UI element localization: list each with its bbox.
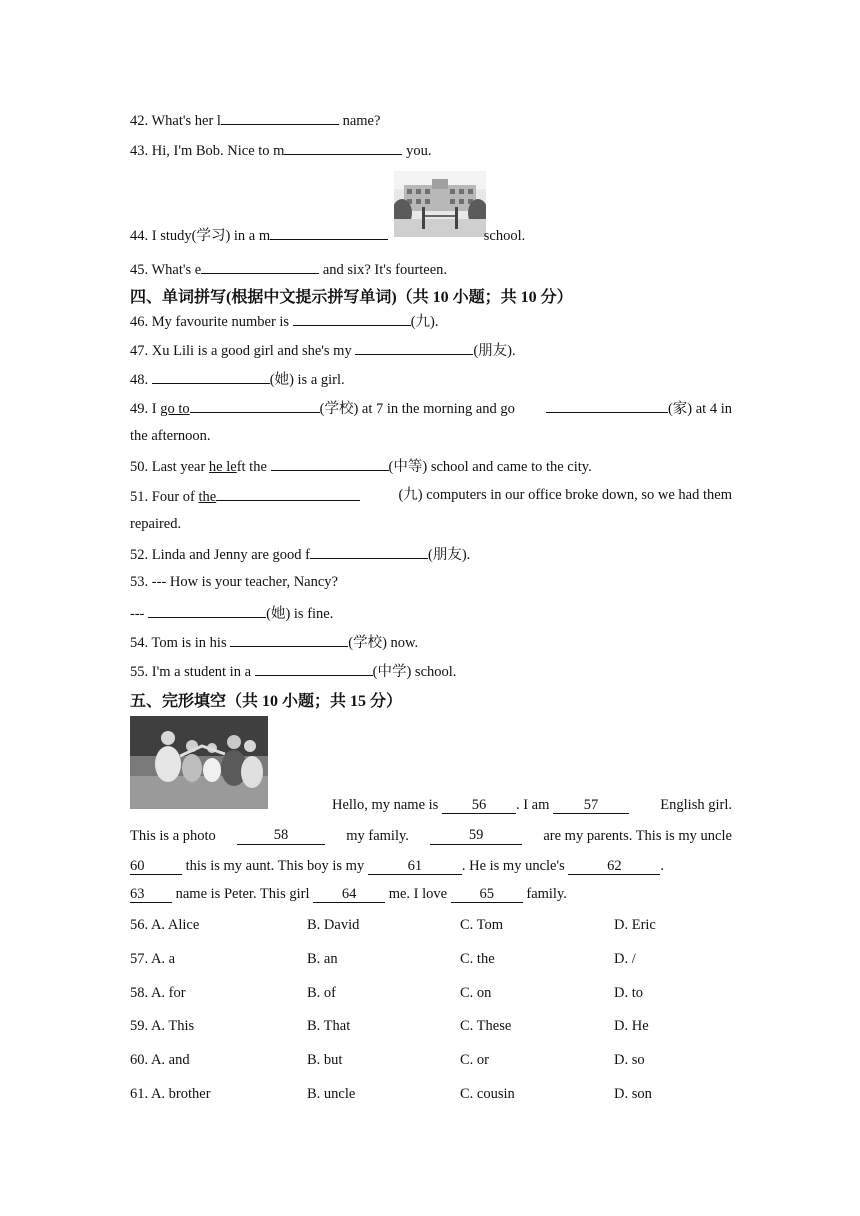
blank-65[interactable]: 65: [451, 886, 523, 903]
question-text: school.: [480, 228, 526, 244]
blank-64[interactable]: 64: [313, 886, 385, 903]
passage-text: This is a photo: [130, 828, 216, 844]
question-text: 52. Linda and Jenny are good f: [130, 547, 310, 563]
question-49-cont: the afternoon.: [130, 428, 211, 444]
option-60-a[interactable]: 60. A. and: [130, 1052, 190, 1068]
question-55: [130, 661, 456, 681]
answer-blank[interactable]: [216, 486, 360, 501]
blank-58[interactable]: 58: [237, 827, 325, 845]
answer-blank[interactable]: [148, 603, 266, 618]
option-60-c[interactable]: C. or: [460, 1052, 489, 1068]
option-56-d[interactable]: D. Eric: [614, 917, 656, 933]
passage-line-4: [130, 885, 567, 903]
question-43: [130, 140, 431, 160]
answer-blank[interactable]: [255, 661, 373, 676]
answer-blank[interactable]: [152, 369, 270, 384]
question-text: ft the: [236, 459, 271, 475]
question-text: name?: [338, 113, 381, 129]
answer-blank[interactable]: [201, 259, 319, 274]
question-text: (她) is fine.: [266, 606, 334, 622]
blank-60[interactable]: 60: [130, 858, 182, 875]
answer-blank[interactable]: [230, 632, 348, 647]
option-56-b[interactable]: B. David: [307, 917, 360, 933]
question-45: [130, 259, 447, 279]
answer-blank[interactable]: [293, 311, 411, 326]
option-57-c[interactable]: C. the: [460, 951, 495, 967]
option-61-c[interactable]: C. cousin: [460, 1086, 515, 1102]
question-52: [130, 544, 470, 564]
question-text: 44. I study(学习) in a m: [130, 228, 271, 244]
option-57-d[interactable]: D. /: [614, 951, 636, 967]
option-56-c[interactable]: C. Tom: [460, 917, 504, 933]
question-text: 54. Tom is in his: [130, 635, 231, 651]
question-text: you.: [402, 143, 432, 159]
question-51: [130, 486, 732, 506]
question-50: [130, 456, 592, 476]
question-text: (中学) school.: [372, 664, 457, 680]
question-53-answer: [130, 603, 333, 623]
question-text: (学校) now.: [348, 635, 419, 651]
answer-blank[interactable]: [284, 140, 402, 155]
question-text: and six? It's fourteen.: [319, 262, 448, 278]
question-text: (家) at 4 in: [667, 401, 732, 417]
question-text: (九).: [410, 314, 439, 330]
family-photo: [130, 716, 268, 809]
question-text: 55. I'm a student in a: [130, 664, 255, 680]
question-44: [130, 225, 525, 245]
passage-text: . I am: [515, 797, 553, 813]
option-61-d[interactable]: D. son: [614, 1086, 652, 1102]
option-59-a[interactable]: 59. A. This: [130, 1018, 195, 1034]
question-text: 48.: [130, 372, 152, 388]
option-60-b[interactable]: B. but: [307, 1052, 343, 1068]
answer-blank[interactable]: [271, 456, 389, 471]
question-text: 51. Four of: [130, 489, 199, 505]
question-text: (中等) school and came to the city.: [388, 459, 592, 475]
question-48: [130, 369, 345, 389]
answer-blank[interactable]: [546, 398, 668, 413]
question-text: (九) computers in our office broke down, so we had them: [398, 487, 732, 503]
section-4-heading: 四、单词拼写(根据中文提示拼写单词)（共 10 小题；共 10 分）: [130, 289, 573, 306]
question-54: [130, 632, 418, 652]
passage-text: family.: [522, 886, 567, 902]
question-text: ---: [130, 606, 149, 622]
passage-line-1: [332, 796, 629, 814]
passage-line-3: [130, 857, 664, 875]
answer-blank[interactable]: [270, 225, 388, 240]
option-60-d[interactable]: D. so: [614, 1052, 645, 1068]
question-42: [130, 110, 380, 130]
question-46: [130, 311, 439, 331]
option-58-d[interactable]: D. to: [614, 985, 643, 1001]
answer-blank[interactable]: [221, 110, 339, 125]
passage-line-2: [130, 827, 732, 845]
option-58-b[interactable]: B. of: [307, 985, 336, 1001]
question-text: 50. Last year: [130, 459, 209, 475]
option-59-d[interactable]: D. He: [614, 1018, 649, 1034]
question-text: 42. What's her l: [130, 113, 221, 129]
blank-62[interactable]: 62: [568, 858, 660, 875]
passage-text: are my parents. This is my uncle: [543, 828, 732, 844]
section-5-heading: 五、完形填空（共 10 小题；共 15 分）: [130, 693, 403, 710]
question-text: 43. Hi, I'm Bob. Nice to m: [130, 143, 285, 159]
blank-63[interactable]: 63: [130, 886, 172, 903]
question-text: 47. Xu Lili is a good girl and she's my: [130, 343, 356, 359]
passage-line-1-end: English girl.: [660, 797, 732, 813]
answer-blank[interactable]: [355, 340, 473, 355]
option-59-c[interactable]: C. These: [460, 1018, 512, 1034]
option-61-a[interactable]: 61. A. brother: [130, 1086, 211, 1102]
passage-text: name is Peter. This girl: [172, 886, 314, 902]
question-49: [130, 398, 732, 418]
option-57-a[interactable]: 57. A. a: [130, 951, 176, 967]
question-text: (她) is a girl.: [269, 372, 345, 388]
option-58-a[interactable]: 58. A. for: [130, 985, 186, 1001]
answer-blank[interactable]: [190, 398, 320, 413]
question-text: 49. I: [130, 401, 161, 417]
passage-text: this is my aunt. This boy is my: [182, 858, 368, 874]
option-59-b[interactable]: B. That: [307, 1018, 351, 1034]
option-58-c[interactable]: C. on: [460, 985, 492, 1001]
question-text: (朋友).: [428, 547, 471, 563]
passage-text: . He is my uncle's: [461, 858, 569, 874]
question-text: 46. My favourite number is: [130, 314, 293, 330]
passage-text: Hello, my name is: [332, 797, 442, 813]
question-text: the: [198, 489, 217, 505]
blank-61[interactable]: 61: [368, 858, 462, 875]
blank-59[interactable]: 59: [430, 827, 522, 845]
blank-56[interactable]: 56: [442, 797, 516, 814]
question-text: (朋友).: [473, 343, 516, 359]
option-56-a[interactable]: 56. A. Alice: [130, 917, 200, 933]
option-61-b[interactable]: B. uncle: [307, 1086, 356, 1102]
question-47: [130, 340, 516, 360]
passage-text: my family.: [346, 828, 409, 844]
question-text: 45. What's e: [130, 262, 202, 278]
option-57-b[interactable]: B. an: [307, 951, 338, 967]
passage-text: me. I love: [385, 886, 451, 902]
passage-text: .: [660, 858, 664, 874]
question-53: 53. --- How is your teacher, Nancy?: [130, 574, 338, 590]
blank-57[interactable]: 57: [553, 797, 629, 814]
answer-blank[interactable]: [310, 544, 428, 559]
question-text: he le: [208, 459, 237, 475]
question-51-cont: repaired.: [130, 516, 182, 532]
question-text: go to: [160, 401, 190, 417]
question-text: (学校) at 7 in the morning and go: [319, 401, 515, 417]
